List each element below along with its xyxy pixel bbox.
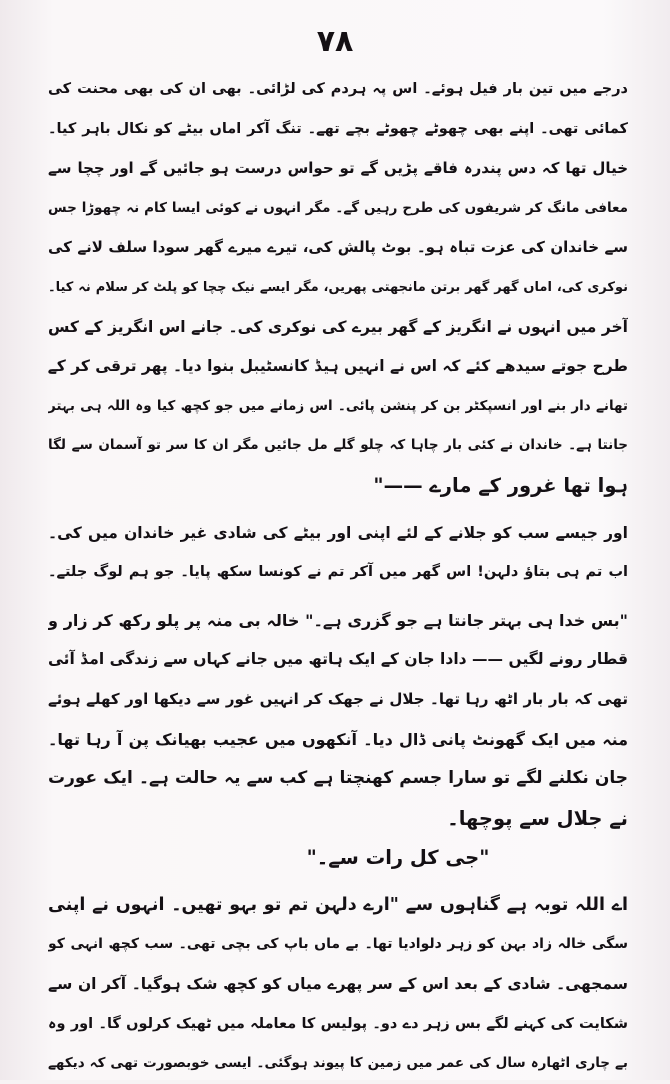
text-line: تھانے دار بنے اور انسپکٹر بن کر پنشن پائی۔ اس زمانے میں جو کچھ کیا وہ اللہ ہی بہتر xyxy=(48,397,628,414)
text-line: کمائی تھی۔ اپنے بھی چھوٹے چھوٹے بچے تھے۔ تنگ آکر اماں بیٹے کو نکال باہر کیا۔ xyxy=(48,120,628,137)
text-line: نوکری کی، اماں گھر گھر برتن مانجھتی پھریں، مگر ایسے نیک چچا کو پلٹ کر سلام نہ کیا۔ xyxy=(48,279,628,295)
text-line: آخر میں انہوں نے انگریز کے گھر بیرے کی نوکری کی۔ جانے اس انگریز کے کس xyxy=(48,317,628,336)
page-number: ۷۸ xyxy=(316,24,354,59)
text-line: "بس خدا ہی بہتر جانتا ہے جو گزری ہے۔" خالہ بی منہ پر پلو رکھ کر زار و xyxy=(48,610,628,630)
text-line: درجے میں تین بار فیل ہوئے۔ اس پہ ہردم کی لڑائی۔ بھی ان کی بھی محنت کی xyxy=(48,81,628,97)
text-line: قطار رونے لگیں —— دادا جان کے ایک ہاتھ میں جانے کہاں سے زندگی امڈ آئی xyxy=(48,650,628,669)
text-line: ہوا تھا غرور کے مارے ——" xyxy=(373,473,628,497)
text-line: تھی کہ بار بار اٹھ رہا تھا۔ جلال نے جھک کر انہیں غور سے دیکھا اور کھلے ہوئے xyxy=(48,689,628,708)
text-line: سگی خالہ زاد بہن کو زہر دلوادیا تھا۔ بے ماں باپ کی بچی تھی۔ سب کچھ انہی کو xyxy=(48,936,628,953)
text-line: سے خاندان کی عزت تباہ ہو۔ بوٹ پالش کی، تیرے میرے گھر سودا سلف لانے کی xyxy=(48,238,628,257)
page-body-text xyxy=(48,70,628,1084)
text-line: اے اللہ توبہ ہے گناہوں سے "ارے دلہن تم تو بہو تھیں۔ انہوں نے اپنی xyxy=(48,894,628,915)
text-line: معافی مانگ کر شریفوں کی طرح رہیں گے۔ مگر انہوں نے کوئی ایسا کام نہ چھوڑا جس xyxy=(48,199,628,216)
text-line: طرح جوتے سیدھے کئے کہ اس نے انہیں ہیڈ کانسٹیبل بنوا دیا۔ پھر ترقی کر کے xyxy=(48,357,628,376)
text-line: نے جلال سے پوچھا۔ xyxy=(447,806,628,830)
text-line: منہ میں ایک گھونٹ پانی ڈال دیا۔ آنکھوں میں عجیب بھیانک پن آ رہا تھا۔ xyxy=(48,729,628,749)
text-line: جان نکلنے لگے تو سارا جسم کھنچتا ہے کب سے یہ حالت ہے۔ ایک عورت xyxy=(48,768,628,789)
text-line: خیال تھا کہ دس پندرہ فاقے پڑیں گے تو حواس درست ہو جائیں گے اور چچا سے xyxy=(48,159,628,178)
text-line: اور جیسے سب کو جلانے کے لئے اپنی اور بیٹے کی شادی غیر خاندان میں کی۔ xyxy=(48,523,628,542)
text-line: شکایت کی کہنے لگے بس زہر دے دو۔ پولیس کا معاملہ میں ٹھیک کرلوں گا۔ اور وہ xyxy=(48,1015,628,1032)
text-line: جانتا ہے۔ خاندان نے کئی بار چاہا کہ چلو گلے مل جائیں مگر ان کا سر تو آسمان سے لگا xyxy=(48,437,628,454)
text-line: اب تم ہی بتاؤ دلہن! اس گھر میں آکر تم نے کونسا سکھ پایا۔ جو ہم لوگ جلتے۔ xyxy=(48,564,628,581)
text-line: بے چاری اٹھارہ سال کی عمر میں زمین کا پیوند ہوگئی۔ ایسی خوبصورت تھی کہ دیکھے xyxy=(48,1055,628,1072)
text-line: سمجھی۔ شادی کے بعد اس کے سر پھرے میاں کو کچھ شک ہوگیا۔ آکر ان سے xyxy=(48,975,628,994)
text-line: "جی کل رات سے۔" xyxy=(306,846,490,870)
